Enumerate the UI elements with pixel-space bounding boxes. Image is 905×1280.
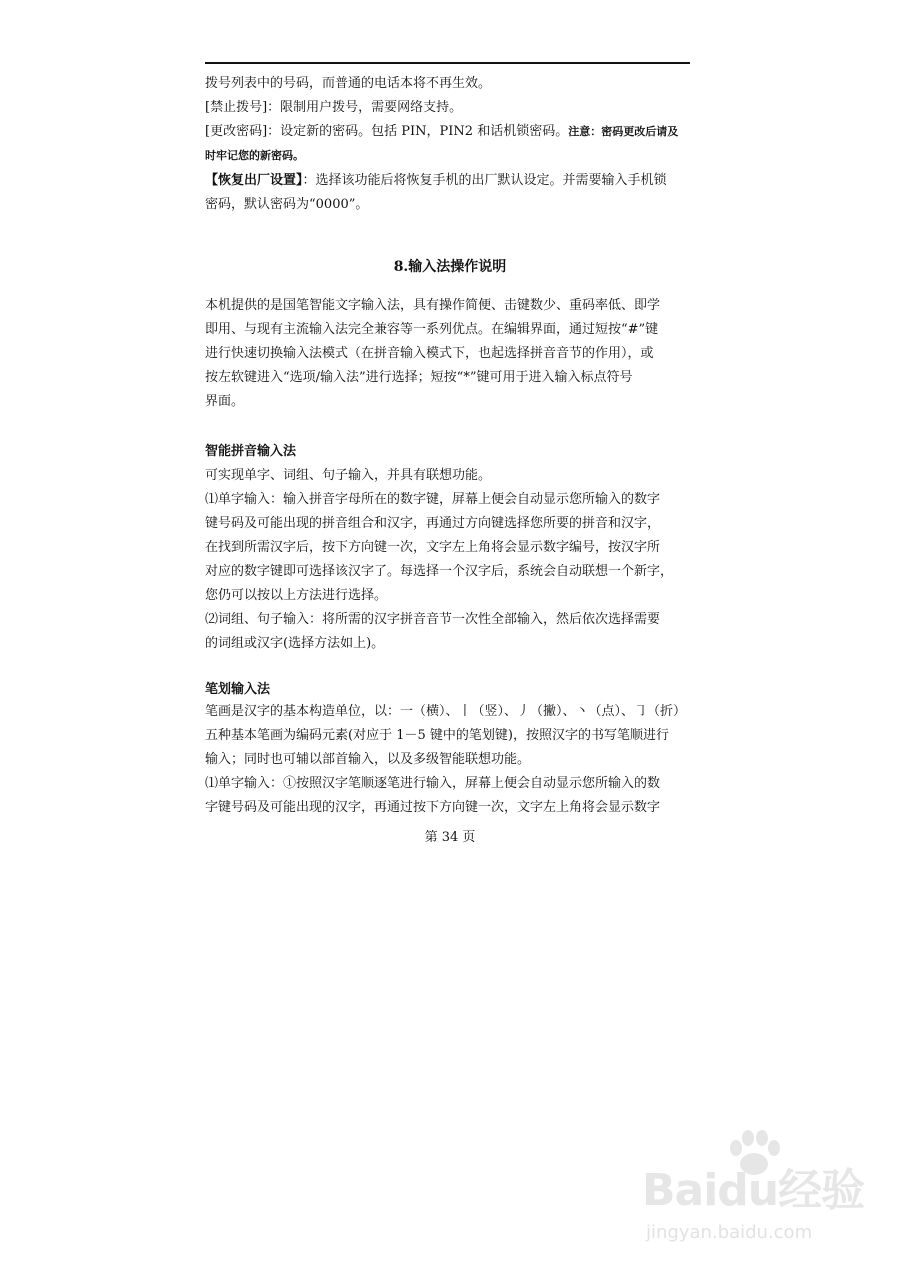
paragraph-line: 在找到所需汉字后，按下方向键一次，文字左上角将会显示数字编号，按汉字所 xyxy=(205,540,661,555)
paragraph-line: ⑵词组、句子输入：将所需的汉字拼音音节一次性全部输入，然后依次选择需要 xyxy=(205,612,661,627)
paragraph-line: ⑴单字输入：①按照汉字笔顺逐笔进行输入，屏幕上便会自动显示您所输入的数 xyxy=(205,776,661,791)
baidu-watermark xyxy=(640,1130,870,1260)
text-line: 拨号列表中的号码，而普通的电话本将不再生效。 xyxy=(205,76,492,91)
watermark-brand: Baidu经验 xyxy=(642,1165,865,1216)
subsection-heading: 智能拼音输入法 xyxy=(205,444,297,459)
paragraph-line: 键号码及可能出现的拼音组合和汉字，再通过方向键选择您所要的拼音和汉字， xyxy=(205,516,661,531)
paragraph-line: 对应的数字键即可选择该汉字了。每选择一个汉字后，系统会自动联想一个新字， xyxy=(205,564,674,579)
paragraph-line: 五种基本笔画为编码元素(对应于 1－5 键中的笔划键)，按照汉字的书写笔顺进行 xyxy=(205,728,669,743)
paragraph-line: 输入；同时也可辅以部首输入，以及多级智能联想功能。 xyxy=(205,752,531,767)
paragraph-line: ⑴单字输入：输入拼音字母所在的数字键，屏幕上便会自动显示您所输入的数字 xyxy=(205,492,661,507)
section-title: 8.输入法操作说明 xyxy=(393,259,507,275)
paragraph-line: 可实现单字、词组、句子输入，并具有联想功能。 xyxy=(205,468,492,483)
text-line: 密码，默认密码为“0000”。 xyxy=(205,197,369,212)
text-line: 【恢复出厂设置】：选择该功能后将恢复手机的出厂默认设定。并需要输入手机锁 xyxy=(205,173,667,188)
paragraph-line: 您仍可以按以上方法进行选择。 xyxy=(205,588,388,603)
paragraph-line: 本机提供的是国笔智能文字输入法，具有操作简便、击键数少、重码率低、即学 xyxy=(205,298,661,313)
paragraph-line: 界面。 xyxy=(205,394,245,409)
warning-note: 时牢记您的新密码。 xyxy=(205,149,304,162)
paragraph-line: 即用、与现有主流输入法完全兼容等一系列优点。在编辑界面，通过短按“#”键 xyxy=(205,322,659,337)
item-label: 【恢复出厂设置】 xyxy=(205,173,303,188)
paragraph-line: 进行快速切换输入法模式（在拼音输入模式下，也起选择拼音音节的作用），或 xyxy=(205,346,654,361)
header-rule xyxy=(205,62,690,64)
paragraph-line: 按左软键进入“选项/输入法”进行选择；短按“*”键可用于进入输入标点符号 xyxy=(205,370,633,385)
text-line xyxy=(205,144,695,168)
paragraph-line: 字键号码及可能出现的汉字，再通过按下方向键一次，文字左上角将会显示数字 xyxy=(205,800,661,815)
text-line: [更改密码]：设定新的密码。包括 PIN，PIN2 和话机锁密码。注意：密码更改后请及 xyxy=(205,124,679,139)
watermark-url: jingyan.baidu.com xyxy=(646,1222,813,1243)
page-number: 第 34 页 xyxy=(424,830,476,845)
subsection-heading: 笔划输入法 xyxy=(205,682,271,697)
paragraph-line: 笔画是汉字的基本构造单位，以：一（横）、丨（竖）、丿（撇）、丶（点）、㇆（折） xyxy=(205,704,687,719)
text-line: [禁止拨号]：限制用户拨号，需要网络支持。 xyxy=(205,100,463,115)
warning-note: 注意：密码更改后请及 xyxy=(568,125,679,138)
paragraph-line: 的词组或汉字(选择方法如上)。 xyxy=(205,636,385,651)
